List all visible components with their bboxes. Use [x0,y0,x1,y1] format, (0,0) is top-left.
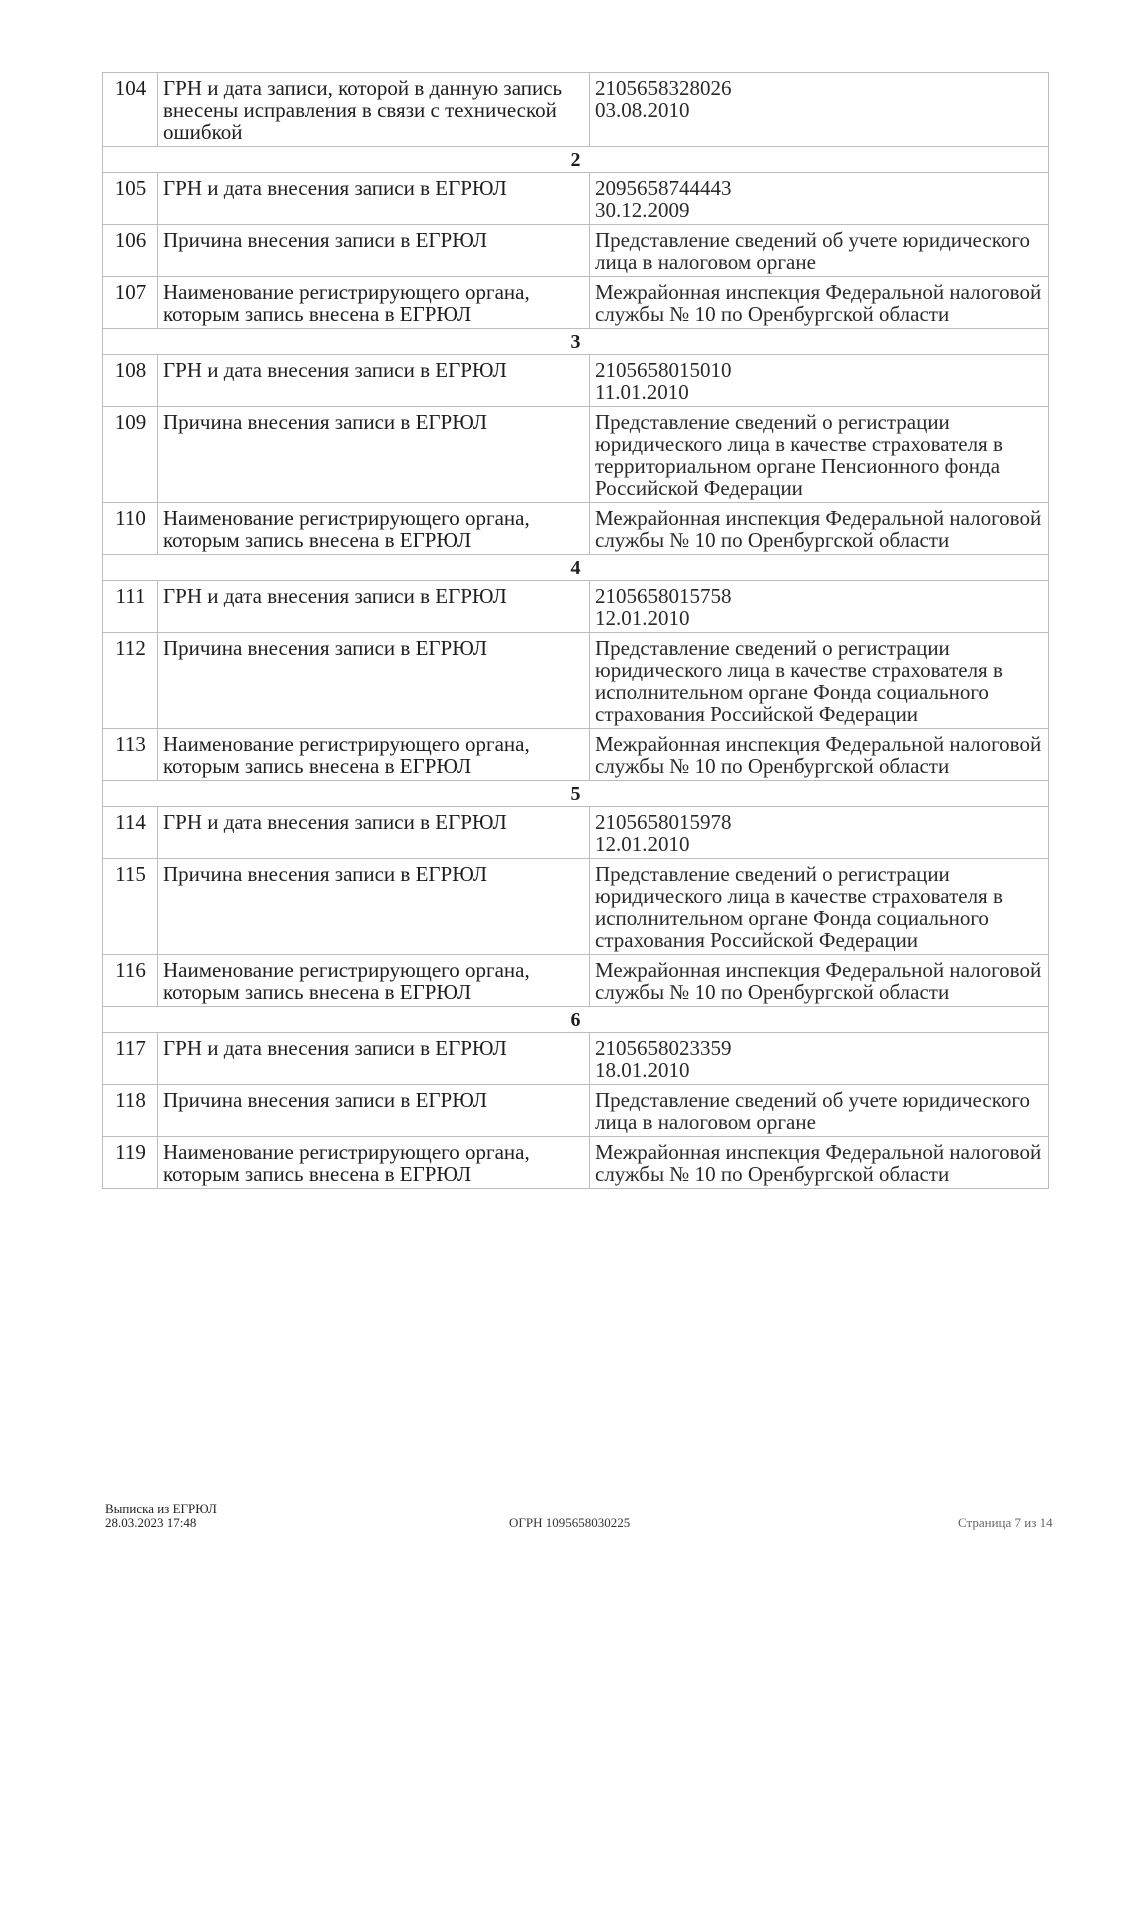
field-value: Представление сведений об учете юридического лица в налоговом органе [590,225,1049,277]
table-row [103,173,1049,225]
field-value: Межрайонная инспекция Федеральной налоговой службы № 10 по Оренбургской области [590,503,1049,555]
table-row [103,73,1049,147]
row-number: 105 [103,173,158,225]
field-label: ГРН и дата внесения записи в ЕГРЮЛ [158,173,590,225]
table-row [103,729,1049,781]
field-label: ГРН и дата внесения записи в ЕГРЮЛ [158,807,590,859]
row-number: 108 [103,355,158,407]
table-row [103,1085,1049,1137]
section-header-row [103,329,1049,355]
field-value: Представление сведений об учете юридического лица в налоговом органе [590,1085,1049,1137]
field-label: ГРН и дата внесения записи в ЕГРЮЛ [158,581,590,633]
field-value: Межрайонная инспекция Федеральной налоговой службы № 10 по Оренбургской области [590,729,1049,781]
row-number: 117 [103,1033,158,1085]
field-label: Наименование регистрирующего органа, которым запись внесена в ЕГРЮЛ [158,277,590,329]
field-value: Представление сведений о регистрации юридического лица в качестве страхователя в территориальном органе Пенсионного фонда Российской Федерации [590,407,1049,503]
field-label: Причина внесения записи в ЕГРЮЛ [158,407,590,503]
row-number: 107 [103,277,158,329]
table-row [103,503,1049,555]
field-label: Наименование регистрирующего органа, которым запись внесена в ЕГРЮЛ [158,729,590,781]
field-label: Причина внесения записи в ЕГРЮЛ [158,225,590,277]
field-label: ГРН и дата внесения записи в ЕГРЮЛ [158,1033,590,1085]
field-value: Межрайонная инспекция Федеральной налоговой службы № 10 по Оренбургской области [590,955,1049,1007]
row-number: 118 [103,1085,158,1137]
section-number: 6 [103,1007,1049,1033]
section-number: 2 [103,147,1049,173]
footer-document-info [105,1502,217,1530]
field-label: Наименование регистрирующего органа, которым запись внесена в ЕГРЮЛ [158,503,590,555]
row-number: 110 [103,503,158,555]
field-label: ГРН и дата записи, которой в данную запись внесены исправления в связи с технической ошибкой [158,73,590,147]
field-value: 2105658015978 12.01.2010 [590,807,1049,859]
row-number: 106 [103,225,158,277]
field-value: Представление сведений о регистрации юридического лица в качестве страхователя в исполнительном органе Фонда социального страхования Российской Федерации [590,859,1049,955]
field-value: Межрайонная инспекция Федеральной налоговой службы № 10 по Оренбургской области [590,277,1049,329]
section-number: 3 [103,329,1049,355]
field-value: 2105658328026 03.08.2010 [590,73,1049,147]
table-row [103,807,1049,859]
row-number: 119 [103,1137,158,1189]
row-number: 111 [103,581,158,633]
field-value: 2105658015010 11.01.2010 [590,355,1049,407]
table-row [103,859,1049,955]
field-value: 2105658015758 12.01.2010 [590,581,1049,633]
row-number: 116 [103,955,158,1007]
field-value: 2095658744443 30.12.2009 [590,173,1049,225]
table-row [103,955,1049,1007]
table-row [103,225,1049,277]
footer-ogrn: ОГРН 1095658030225 [509,1515,631,1530]
table-row [103,277,1049,329]
field-label: Причина внесения записи в ЕГРЮЛ [158,1085,590,1137]
field-value: Представление сведений о регистрации юридического лица в качестве страхователя в исполнительном органе Фонда социального страхования Российской Федерации [590,633,1049,729]
row-number: 112 [103,633,158,729]
section-number: 5 [103,781,1049,807]
row-number: 114 [103,807,158,859]
table-row [103,633,1049,729]
egrul-records-table [102,72,1049,1189]
field-label: Наименование регистрирующего органа, которым запись внесена в ЕГРЮЛ [158,1137,590,1189]
section-header-row [103,147,1049,173]
row-number: 104 [103,73,158,147]
section-header-row [103,781,1049,807]
table-row [103,1137,1049,1189]
field-value: 2105658023359 18.01.2010 [590,1033,1049,1085]
field-label: ГРН и дата внесения записи в ЕГРЮЛ [158,355,590,407]
table-row [103,355,1049,407]
row-number: 115 [103,859,158,955]
section-header-row [103,1007,1049,1033]
row-number: 109 [103,407,158,503]
table-row [103,1033,1049,1085]
footer-doc-title: Выписка из ЕГРЮЛ [105,1501,217,1516]
field-label: Причина внесения записи в ЕГРЮЛ [158,859,590,955]
field-label: Причина внесения записи в ЕГРЮЛ [158,633,590,729]
field-value: Межрайонная инспекция Федеральной налоговой службы № 10 по Оренбургской области [590,1137,1049,1189]
section-header-row [103,555,1049,581]
footer-page-number: Страница 7 из 14 [958,1515,1053,1530]
row-number: 113 [103,729,158,781]
footer-datetime: 28.03.2023 17:48 [105,1515,197,1530]
field-label: Наименование регистрирующего органа, которым запись внесена в ЕГРЮЛ [158,955,590,1007]
egrul-records-body [103,73,1049,1189]
table-row [103,581,1049,633]
section-number: 4 [103,555,1049,581]
table-row [103,407,1049,503]
